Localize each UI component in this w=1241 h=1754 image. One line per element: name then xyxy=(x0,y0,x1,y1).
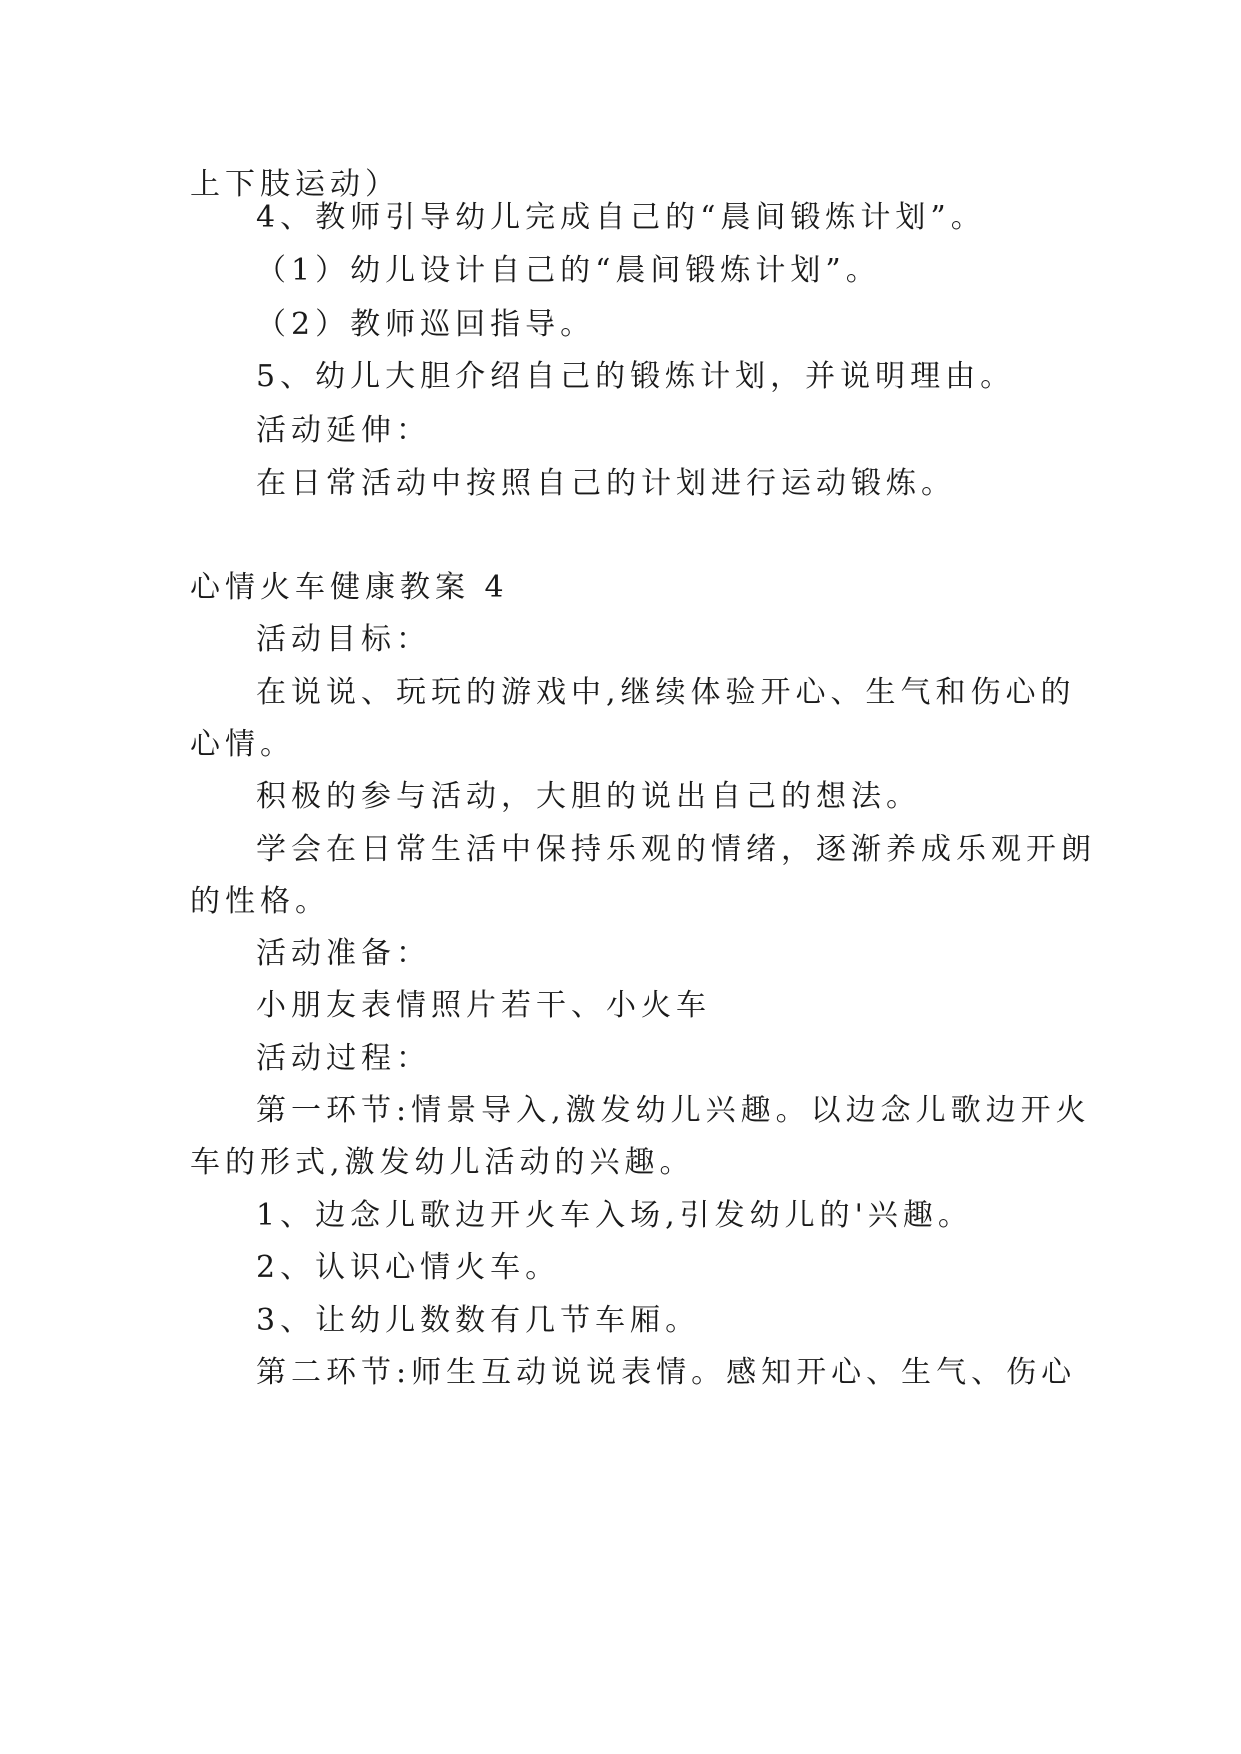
text-line: 第二环节:师生互动说说表情。感知开心、生气、伤心 xyxy=(256,1355,1077,1390)
text-line: 小朋友表情照片若干、小火车 xyxy=(256,988,711,1023)
text-line: 在日常活动中按照自己的计划进行运动锻炼。 xyxy=(256,466,956,501)
text-line: 活动准备： xyxy=(256,936,431,971)
text-line: 4、教师引导幼儿完成自己的“晨间锻炼计划”。 xyxy=(256,200,986,235)
text-line: （2）教师巡回指导。 xyxy=(256,307,596,342)
text-line: 上下肢运动） xyxy=(190,167,400,202)
text-line: 的性格。 xyxy=(190,884,330,919)
text-line: 学会在日常生活中保持乐观的情绪，逐渐养成乐观开朗 xyxy=(256,832,1096,867)
text-line: 心情。 xyxy=(190,727,295,762)
text-line: 第一环节:情景导入,激发幼儿兴趣。以边念儿歌边开火 xyxy=(256,1093,1091,1128)
text-line: 1、边念儿歌边开火车入场,引发幼儿的'兴趣。 xyxy=(256,1198,973,1233)
text-line: （1）幼儿设计自己的“晨间锻炼计划”。 xyxy=(256,253,881,288)
section-title: 心情火车健康教案 4 xyxy=(190,570,509,605)
text-line: 积极的参与活动，大胆的说出自己的想法。 xyxy=(256,779,921,814)
text-line: 活动目标： xyxy=(256,622,431,657)
text-line: 2、认识心情火车。 xyxy=(256,1250,561,1285)
text-line: 活动延伸： xyxy=(256,413,431,448)
text-line: 5、幼儿大胆介绍自己的锻炼计划，并说明理由。 xyxy=(256,359,1016,394)
text-line: 在说说、玩玩的游戏中,继续体验开心、生气和伤心的 xyxy=(256,675,1076,710)
text-line: 活动过程： xyxy=(256,1041,431,1076)
text-line: 3、让幼儿数数有几节车厢。 xyxy=(256,1303,701,1338)
text-line: 车的形式,激发幼儿活动的兴趣。 xyxy=(190,1145,695,1180)
